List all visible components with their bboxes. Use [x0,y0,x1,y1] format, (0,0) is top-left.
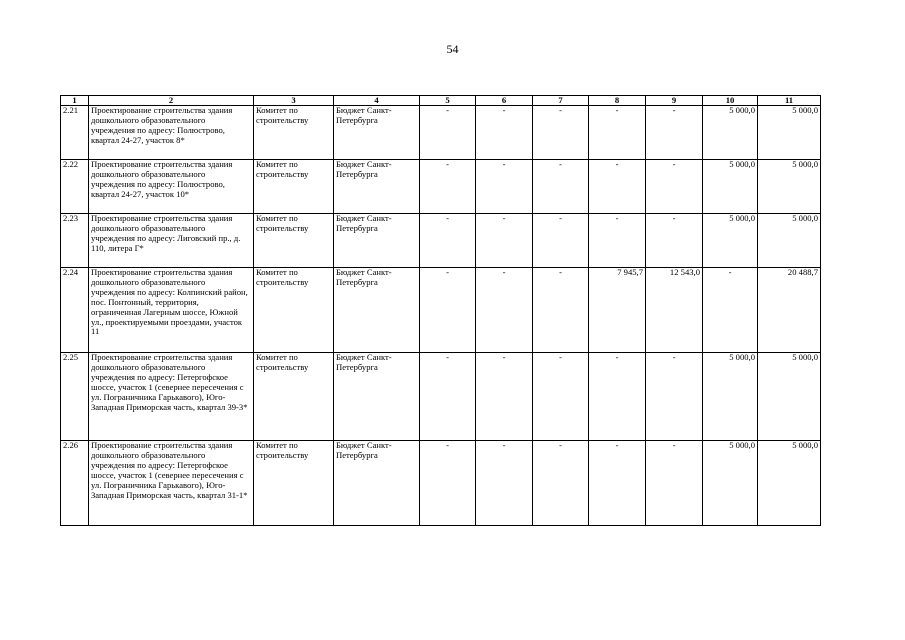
value-col-10: 5 000,0 [703,441,758,526]
value-col-8: - [589,160,646,214]
table-row [61,441,821,526]
value-col-10: 5 000,0 [703,214,758,268]
header-cell-2: 2 [89,96,254,106]
value-col-6: - [476,214,533,268]
header-row [61,96,821,106]
value-col-6: - [476,106,533,160]
value-col-6: - [476,353,533,441]
header-cell-11: 11 [758,96,821,106]
executor: Комитет по строительству [254,268,334,353]
row-number: 2.21 [61,106,89,160]
table-row [61,214,821,268]
page-number: 54 [446,42,459,56]
value-col-10: 5 000,0 [703,353,758,441]
row-number: 2.22 [61,160,89,214]
value-col-5: - [420,214,476,268]
value-col-7: - [533,160,589,214]
header-cell-10: 10 [703,96,758,106]
project-name: Проектирование строительства здания дошкольного образовательного учреждения по адресу: Колпинский район, пос. Понтонный, территория, ограниченная Лагерным шоссе, Южной ул., проектируемыми проездами, участок 11 [89,268,254,353]
value-col-8: - [589,441,646,526]
value-col-10: - [703,268,758,353]
value-col-9: 12 543,0 [646,268,703,353]
executor: Комитет по строительству [254,106,334,160]
value-col-7: - [533,106,589,160]
value-col-5: - [420,106,476,160]
value-col-8: - [589,106,646,160]
value-col-11: 5 000,0 [758,214,821,268]
header-cell-4: 4 [334,96,420,106]
value-col-9: - [646,214,703,268]
value-col-5: - [420,160,476,214]
value-col-6: - [476,441,533,526]
funding-source: Бюджет Санкт-Петербурга [334,214,420,268]
value-col-9: - [646,441,703,526]
value-col-6: - [476,160,533,214]
project-name: Проектирование строительства здания дошкольного образовательного учреждения по адресу: Лиговский пр., д. 110, литера Г* [89,214,254,268]
funding-source: Бюджет Санкт-Петербурга [334,160,420,214]
header-cell-3: 3 [254,96,334,106]
header-cell-5: 5 [420,96,476,106]
value-col-6: - [476,268,533,353]
funding-source: Бюджет Санкт-Петербурга [334,268,420,353]
value-col-11: 5 000,0 [758,160,821,214]
value-col-5: - [420,268,476,353]
value-col-7: - [533,441,589,526]
table-row [61,353,821,441]
table-row [61,160,821,214]
header-cell-6: 6 [476,96,533,106]
table-row [61,106,821,160]
value-col-7: - [533,214,589,268]
executor: Комитет по строительству [254,160,334,214]
executor: Комитет по строительству [254,441,334,526]
value-col-11: 5 000,0 [758,106,821,160]
project-name: Проектирование строительства здания дошкольного образовательного учреждения по адресу: Полюстрово, квартал 24-27, участок 10* [89,160,254,214]
value-col-10: 5 000,0 [703,106,758,160]
value-col-7: - [533,268,589,353]
value-col-9: - [646,160,703,214]
project-name: Проектирование строительства здания дошкольного образовательного учреждения по адресу: Полюстрово, квартал 24-27, участок 8* [89,106,254,160]
value-col-10: 5 000,0 [703,160,758,214]
value-col-9: - [646,106,703,160]
row-number: 2.23 [61,214,89,268]
value-col-8: 7 945,7 [589,268,646,353]
funding-source: Бюджет Санкт-Петербурга [334,441,420,526]
project-name: Проектирование строительства здания дошкольного образовательного учреждения по адресу: Петергофское шоссе, участок 1 (севернее пересечения с ул. Пограничника Гарькавого), Юго-Западная Приморская часть, квартал 31-1* [89,441,254,526]
funding-source: Бюджет Санкт-Петербурга [334,106,420,160]
header-cell-7: 7 [533,96,589,106]
project-name: Проектирование строительства здания дошкольного образовательного учреждения по адресу: Петергофское шоссе, участок 1 (севернее пересечения с ул. Пограничника Гарькавого), Юго-Западная Приморская часть, квартал 39-3* [89,353,254,441]
row-number: 2.25 [61,353,89,441]
header-cell-8: 8 [589,96,646,106]
value-col-9: - [646,353,703,441]
value-col-8: - [589,214,646,268]
program-table [60,95,821,526]
value-col-11: 5 000,0 [758,353,821,441]
executor: Комитет по строительству [254,353,334,441]
header-cell-1: 1 [61,96,89,106]
funding-source: Бюджет Санкт-Петербурга [334,353,420,441]
value-col-8: - [589,353,646,441]
value-col-5: - [420,441,476,526]
row-number: 2.24 [61,268,89,353]
value-col-11: 20 488,7 [758,268,821,353]
value-col-7: - [533,353,589,441]
value-col-5: - [420,353,476,441]
executor: Комитет по строительству [254,214,334,268]
row-number: 2.26 [61,441,89,526]
header-cell-9: 9 [646,96,703,106]
table-row [61,268,821,353]
value-col-11: 5 000,0 [758,441,821,526]
